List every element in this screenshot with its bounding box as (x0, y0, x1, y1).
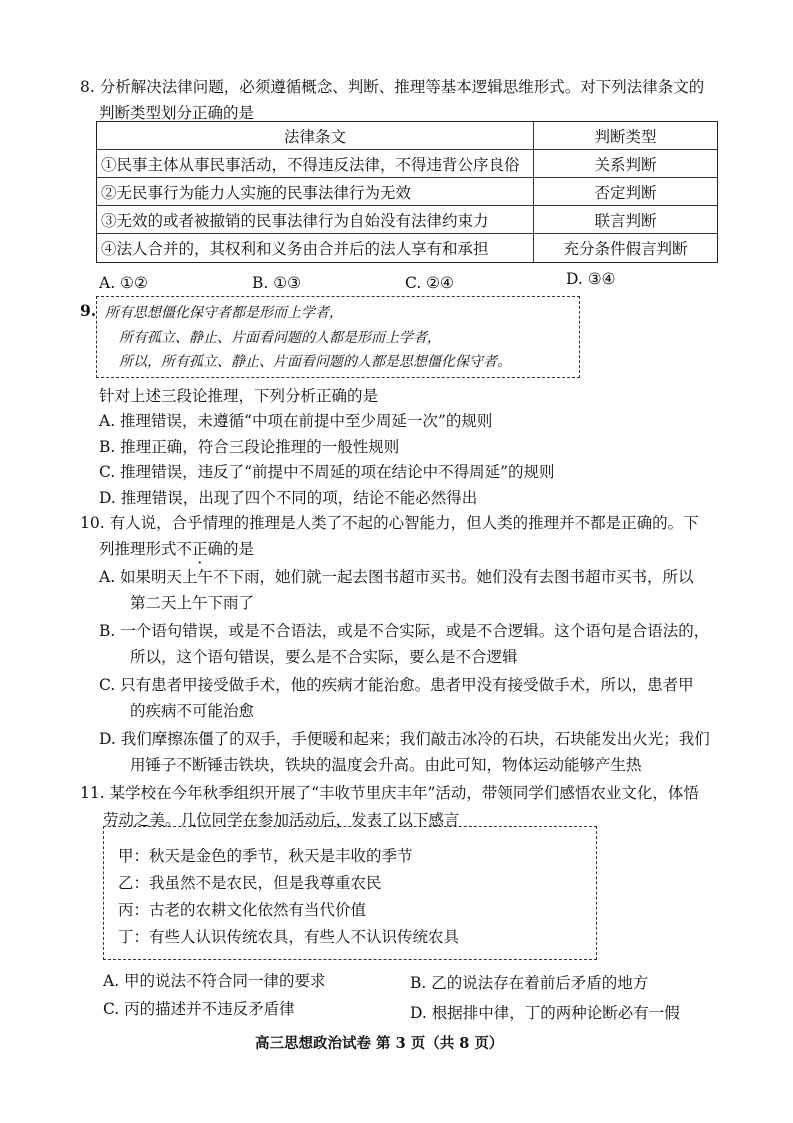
table-header-cell: 判断类型 (594, 127, 657, 146)
q11-option-b[interactable]: B. 乙的说法存在着前后矛盾的地方 (410, 974, 649, 992)
table-row (97, 178, 717, 206)
q9-option-a[interactable]: A. 推理错误，未遵循“中项在前提中至少周延一次”的规则 (99, 412, 493, 430)
q10-stem-post: 的是 (223, 540, 255, 558)
q9-option-d[interactable]: D. 推理错误，出现了四个不同的项，结论不能必然得出 (99, 489, 478, 507)
q8-stem-line2: 判断类型划分正确的是 (99, 104, 255, 122)
q11-option-a[interactable]: A. 甲的说法不符合同一律的要求 (103, 972, 326, 990)
q11-quote-yi: 乙：我虽然不是农民，但是我尊重农民 (118, 874, 382, 892)
q10-option-d-line1[interactable]: D. 我们摩擦冻僵了的双手，手便暖和起来；我们敲击冰冷的石块，石块能发出火光；我们 (99, 730, 710, 748)
q9-conclusion: 所以，所有孤立、静止、片面看问题的人都是思想僵化保守者。 (119, 354, 511, 370)
q10-option-d-line2: 用锤子不断锤击铁块，铁块的温度会升高。由此可知，物体运动能够产生热 (130, 756, 642, 774)
q8-option-d[interactable]: D. ③④ (566, 270, 616, 288)
table-header-cell: 法律条文 (97, 122, 534, 149)
q11-quote-ding: 丁：有些人认识传统农具，有些人不认识传统农具 (118, 928, 460, 946)
q9-stem: 针对上述三段论推理，下列分析正确的是 (99, 387, 379, 405)
table-cell: 充分条件假言判断 (563, 240, 688, 258)
q11-stem-line2: 劳动之美。几位同学在参加活动后，发表了以下感言 (103, 811, 460, 829)
q11-quotes-box (103, 826, 597, 960)
q10-option-a-line2: 第二天上午下雨了 (130, 594, 255, 612)
q9-syllogism-box (96, 296, 580, 378)
table-cell: ③无效的或者被撤销的民事法律行为自始没有法律约束力 (97, 206, 534, 233)
q10-option-c-line1[interactable]: C. 只有患者甲接受做手术，他的疾病才能治愈。患者甲没有接受做手术，所以，患者甲 (99, 676, 694, 694)
q8-stem-line1: 8. 分析解决法律问题，必须遵循概念、判断、推理等基本逻辑思维形式。对下列法律条文的 (80, 78, 705, 96)
q9-premise-major: 所有思想僵化保守者都是形而上学者， (105, 305, 343, 321)
q9-option-b[interactable]: B. 推理正确，符合三段论推理的一般性规则 (99, 438, 400, 456)
q11-quote-bing: 丙：古老的农耕文化依然有当代价值 (118, 901, 367, 919)
q8-option-b[interactable]: B. ①③ (252, 274, 302, 292)
table-header-row (97, 122, 717, 150)
q8-option-a[interactable]: A. ①② (99, 274, 148, 292)
q9-number: 9. (80, 301, 97, 320)
q10-option-c-line2: 的疾病不可能治愈 (130, 702, 255, 720)
table-cell: ④法人合并的，其权利和义务由合并后的法人享有和承担 (97, 234, 534, 262)
table-row (97, 150, 717, 178)
q11-quote-jia: 甲：秋天是金色的季节，秋天是丰收的季节 (118, 847, 413, 865)
q9-premise-minor: 所有孤立、静止、片面看问题的人都是形而上学者， (119, 330, 441, 346)
q8-table (96, 121, 718, 263)
q11-stem-line1: 11. 某学校在今年秋季组织开展了“丰收节里庆丰年”活动，带领同学们感悟农业文化，体悟 (80, 784, 699, 802)
q10-stem-pre: 列推理形式 (99, 540, 177, 558)
table-row (97, 234, 717, 262)
table-cell: 联言判断 (594, 211, 657, 230)
table-row (97, 206, 717, 234)
q10-stem-line2 (99, 538, 254, 560)
q10-emphasis-text: 不正确 (176, 540, 224, 558)
q10-option-b-line1[interactable]: B. 一个语句错误，或是不合语法，或是不合实际，或是不合逻辑。这个语句是合语法的， (99, 622, 710, 640)
q10-stem-line1: 10. 有人说，合乎情理的推理是人类了不起的心智能力，但人类的推理并不都是正确的。下 (80, 514, 699, 532)
q10-option-a-line1[interactable]: A. 如果明天上午不下雨，她们就一起去图书超市买书。她们没有去图书超市买书，所以 (99, 568, 694, 586)
q11-option-d[interactable]: D. 根据排中律，丁的两种论断必有一假 (410, 1004, 680, 1022)
page-footer: 高三思想政治试卷 第 3 页（共 8 页） (255, 1035, 504, 1052)
q11-option-c[interactable]: C. 丙的描述并不违反矛盾律 (103, 1000, 295, 1018)
table-cell: ①民事主体从事民事活动，不得违反法律，不得违背公序良俗 (97, 150, 534, 177)
q9-option-c[interactable]: C. 推理错误，违反了“前提中不周延的项在结论中不得周延”的规则 (99, 463, 555, 481)
q8-option-c[interactable]: C. ②④ (405, 274, 454, 292)
table-cell: 否定判断 (594, 183, 657, 202)
table-cell: ②无民事行为能力人实施的民事法律行为无效 (97, 178, 534, 205)
q10-option-b-line2: 所以，这个语句错误，要么是不合实际，要么是不合逻辑 (130, 648, 518, 666)
table-cell: 关系判断 (594, 155, 657, 174)
